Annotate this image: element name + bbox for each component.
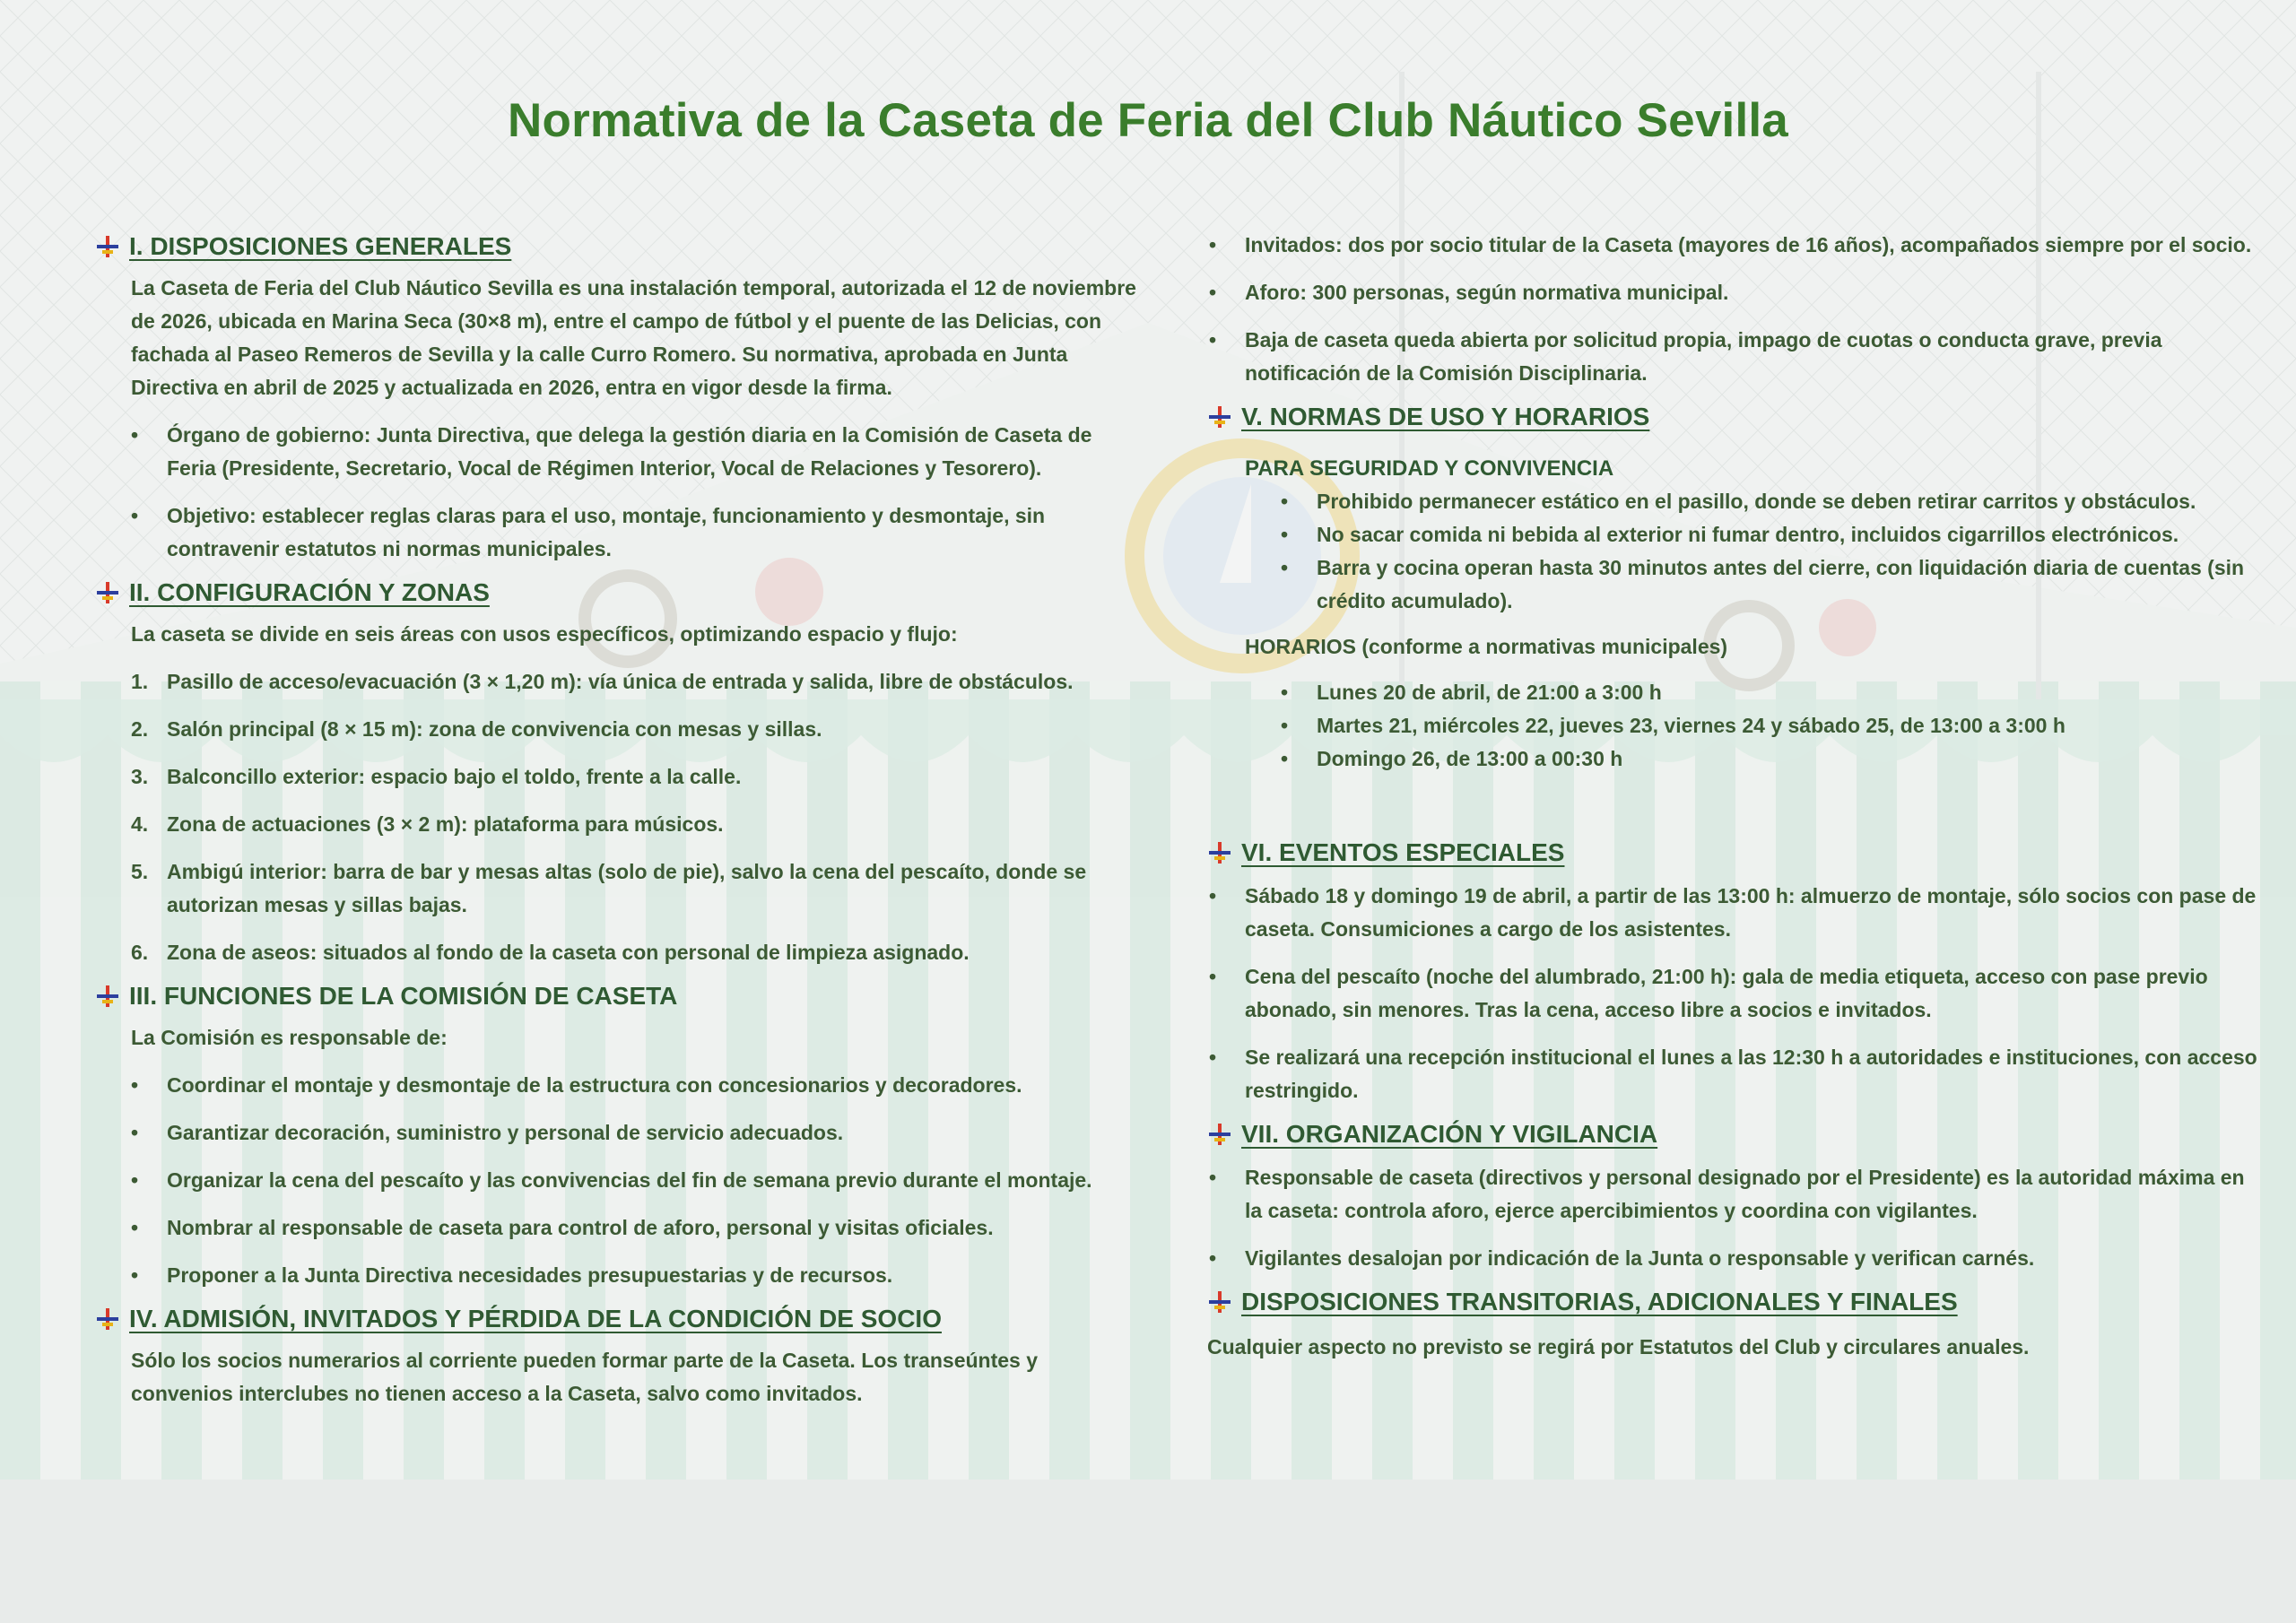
list-item: • Coordinar el montaje y desmontaje de la estructura con concesionarios y decoradores. [95, 1069, 1144, 1102]
section-heading: VI. EVENTOS ESPECIALES [1207, 838, 2258, 867]
list-item: • Órgano de gobierno: Junta Directiva, que delega la gestión diaria en la Comisión de Caseta de Feria (Presidente, Secretario, Vocal de Régimen Interior, Vocal de Relaciones y Tesorero). [95, 419, 1144, 485]
bullet-cross-icon [95, 984, 120, 1009]
list-item: • Sábado 18 y domingo 19 de abril, a partir de las 13:00 h: almuerzo de montaje, sólo socios con pase de caseta. Consumiciones a cargo de los asistentes. [1173, 880, 2258, 946]
bullet-cross-icon [1207, 404, 1232, 430]
list-item: 1. Pasillo de acceso/evacuación (3 × 1,20 m): vía única de entrada y salida, libre de obstáculos. [131, 670, 1074, 693]
bullet-cross-icon [1207, 1289, 1232, 1315]
bullet-cross-icon [95, 1306, 120, 1332]
right-column [1209, 229, 2258, 1364]
list-item: 5. Ambigú interior: barra de bar y mesas altas (solo de pie), salvo la cena del pescaíto, donde se autorizan mesas y sillas bajas. [131, 860, 1087, 916]
bullet-list [1209, 485, 2258, 618]
list-item: • Organizar la cena del pescaíto y las convivencias del fin de semana previo durante el montaje. [95, 1164, 1144, 1197]
list-item: • Lunes 20 de abril, de 21:00 a 3:00 h [1209, 676, 2258, 709]
list-item: • Aforo: 300 personas, según normativa municipal. [1173, 276, 2258, 309]
bullet-cross-icon [1207, 1122, 1232, 1147]
list-item: • Cena del pescaíto (noche del alumbrado, 21:00 h): gala de media etiqueta, acceso con pase previo abonado, sin menores. Tras la cena, acceso libre a socios e invitados. [1173, 960, 2258, 1027]
list-item: • Baja de caseta queda abierta por solicitud propia, impago de cuotas o conducta grave, previa notificación de la Comisión Disciplinaria. [1173, 324, 2258, 390]
section-heading: II. CONFIGURACIÓN Y ZONAS [95, 578, 1144, 607]
list-item: • Garantizar decoración, suministro y personal de servicio adecuados. [95, 1116, 1144, 1150]
left-column [95, 229, 1144, 1410]
list-item: • Objetivo: establecer reglas claras para el uso, montaje, funcionamiento y desmontaje, sin contravenir estatutos ni normas municipales. [95, 499, 1144, 566]
list-item: • Proponer a la Junta Directiva necesidades presupuestarias y de recursos. [95, 1259, 1144, 1292]
list-item: • Domingo 26, de 13:00 a 00:30 h [1209, 742, 2258, 776]
list-item: 6. Zona de aseos: situados al fondo de la caseta con personal de limpieza asignado. [131, 941, 970, 964]
list-item: 3. Balconcillo exterior: espacio bajo el toldo, frente a la calle. [131, 765, 742, 788]
list-item: • Prohibido permanecer estático en el pasillo, donde se deben retirar carritos y obstáculos. [1209, 485, 2258, 518]
list-item: • Barra y cocina operan hasta 30 minutos antes del cierre, con liquidación diaria de cuentas (sin crédito acumulado). [1209, 551, 2258, 618]
section-heading: VII. ORGANIZACIÓN Y VIGILANCIA [1207, 1120, 2258, 1149]
subheading: PARA SEGURIDAD Y CONVIVENCIA [1245, 456, 1614, 481]
numbered-list [95, 665, 1144, 969]
section-text: La caseta se divide en seis áreas con usos específicos, optimizando espacio y flujo: [131, 622, 958, 646]
list-item: • No sacar comida ni bebida al exterior ni fumar dentro, incluidos cigarrillos electrónicos. [1209, 518, 2258, 551]
bullet-list [1173, 1161, 2258, 1275]
section-text: La Caseta de Feria del Club Náutico Sevilla es una instalación temporal, autorizada el 12 de noviembre de 2026, ubicada en Marina Seca (30×8 m), entre el campo de fútbol y el puente de las Delicias, con fachada al Paseo Remeros de Sevilla y la calle Curro Romero. Su normativa, aprobada en Junta Directiva en abril de 2025 y actualizada en 2026, entra en vigor desde la firma. [131, 276, 1136, 399]
page-title: Normativa de la Caseta de Feria del Club Náutico Sevilla [508, 94, 1788, 147]
list-item: • Se realizará una recepción institucional el lunes a las 12:30 h a autoridades e instituciones, con acceso restringido. [1173, 1041, 2258, 1107]
bullet-cross-icon [1207, 840, 1232, 865]
list-item: 4. Zona de actuaciones (3 × 2 m): plataforma para músicos. [131, 812, 724, 836]
bullet-cross-icon [95, 580, 120, 605]
bullet-list [1173, 229, 2258, 390]
section-text: Cualquier aspecto no previsto se regirá por Estatutos del Club y circulares anuales. [1207, 1335, 2030, 1358]
list-item: • Nombrar al responsable de caseta para control de aforo, personal y visitas oficiales. [95, 1211, 1144, 1245]
section-heading: III. FUNCIONES DE LA COMISIÓN DE CASETA [95, 982, 1144, 1011]
list-item: • Responsable de caseta (directivos y personal designado por el Presidente) es la autoridad máxima en la caseta: controla aforo, ejerce apercibimientos y coordina con vigilantes. [1173, 1161, 2258, 1228]
section-heading: IV. ADMISIÓN, INVITADOS Y PÉRDIDA DE LA CONDICIÓN DE SOCIO [95, 1305, 1144, 1333]
section-text: Sólo los socios numerarios al corriente pueden formar parte de la Caseta. Los transeúntes y convenios interclubes no tienen acceso a la Caseta, salvo como invitados. [131, 1349, 1039, 1405]
section-text: La Comisión es responsable de: [131, 1026, 448, 1049]
section-heading: DISPOSICIONES TRANSITORIAS, ADICIONALES Y FINALES [1207, 1288, 2258, 1316]
bullet-list [95, 1069, 1144, 1292]
bullet-cross-icon [95, 234, 120, 259]
bullet-list [95, 419, 1144, 566]
list-item: • Martes 21, miércoles 22, jueves 23, viernes 24 y sábado 25, de 13:00 a 3:00 h [1209, 709, 2258, 742]
list-item: 2. Salón principal (8 × 15 m): zona de convivencia con mesas y sillas. [131, 717, 822, 741]
section-heading: V. NORMAS DE USO Y HORARIOS [1207, 403, 2258, 431]
bullet-list [1173, 880, 2258, 1107]
list-item: • Invitados: dos por socio titular de la Caseta (mayores de 16 años), acompañados siempre por el socio. [1173, 229, 2258, 262]
section-heading: I. DISPOSICIONES GENERALES [95, 232, 1144, 261]
subheading: HORARIOS (conforme a normativas municipales) [1245, 635, 1728, 658]
list-item: • Vigilantes desalojan por indicación de la Junta o responsable y verifican carnés. [1173, 1242, 2258, 1275]
bullet-list [1209, 676, 2258, 776]
